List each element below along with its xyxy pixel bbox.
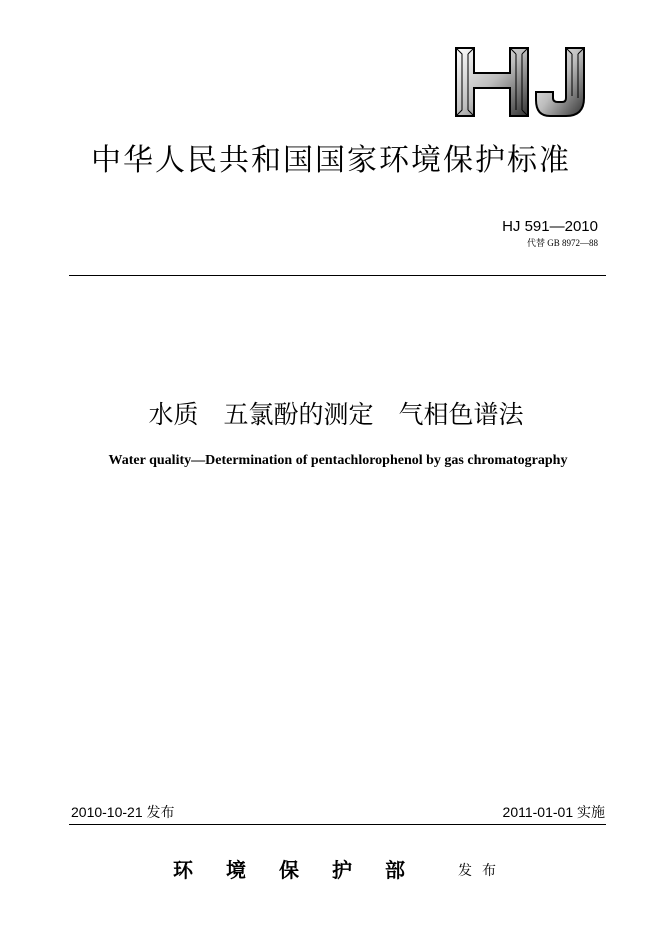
standard-code: HJ 591—2010 [502, 218, 598, 235]
org-title: 中华人民共和国国家环境保护标准 [91, 143, 571, 178]
publish-date: 2010-10-21 发布 [71, 804, 175, 820]
header-divider [69, 275, 606, 276]
hj-logo [454, 46, 590, 118]
document-title-cn: 水质 五氯酚的测定 气相色谱法 [148, 400, 524, 429]
issued-label: 发布 [458, 863, 506, 879]
replaces-note: 代替 GB 8972—88 [526, 238, 598, 248]
issuing-authority: 环境保护部 [173, 858, 438, 882]
footer-divider [69, 824, 606, 825]
document-title-en: Water quality—Determination of pentachlorophenol by gas chromatography [108, 453, 568, 468]
implement-date: 2011-01-01 实施 [502, 804, 605, 820]
